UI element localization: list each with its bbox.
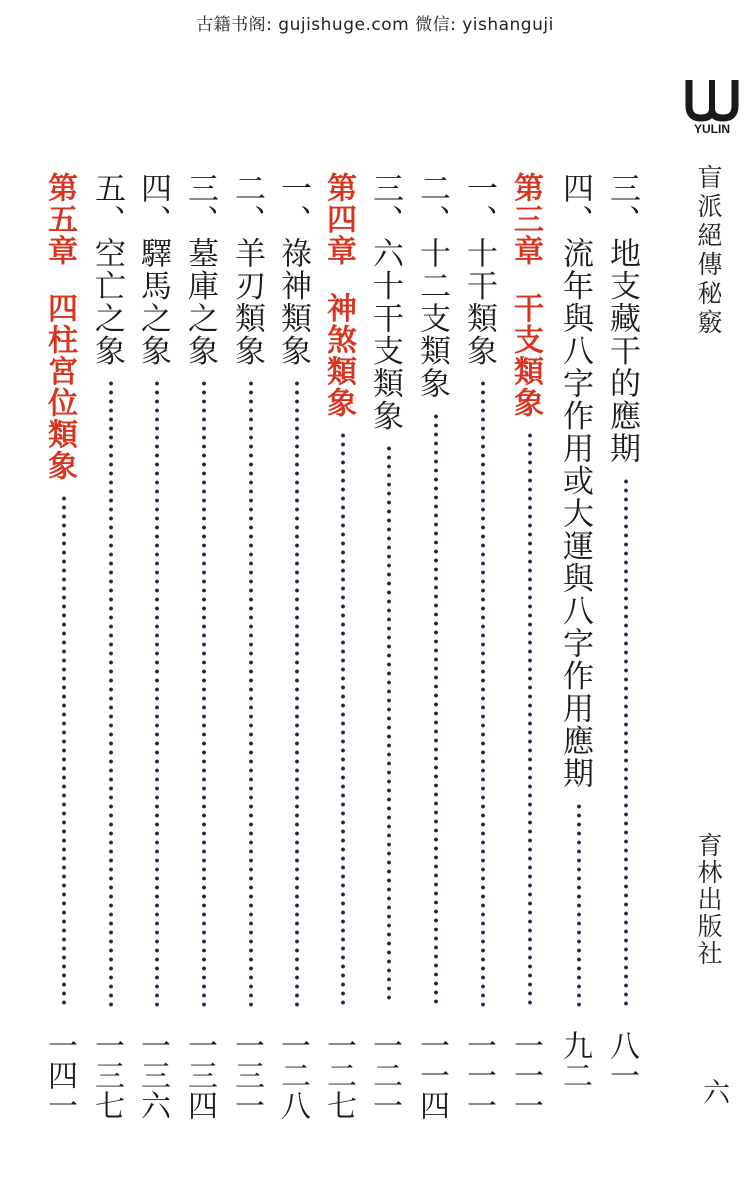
page-number: 六 bbox=[698, 1078, 729, 1105]
leader-dots bbox=[108, 379, 114, 1009]
yulin-logo bbox=[683, 74, 741, 136]
leader-dots bbox=[527, 431, 533, 1007]
publisher-name: 育林出版社 bbox=[694, 832, 723, 967]
watermark: 古籍书阁: gujishuge.com 微信: yishanguji bbox=[196, 15, 554, 35]
toc-entry[interactable] bbox=[182, 172, 228, 1120]
toc-entry-page: 一二七 bbox=[321, 1030, 356, 1120]
leader-dots bbox=[623, 477, 629, 1008]
chapter-name: 神煞類象 bbox=[321, 292, 356, 419]
toc-entry-page: 九二 bbox=[557, 1030, 592, 1090]
leader-dots bbox=[433, 412, 439, 1006]
leader-dots bbox=[154, 379, 160, 1009]
chapter-number: 第四章 bbox=[321, 172, 356, 267]
chapter-title bbox=[321, 172, 356, 419]
leader-dots bbox=[576, 802, 582, 1009]
toc-entry[interactable] bbox=[606, 172, 650, 1092]
leader-dots bbox=[294, 379, 300, 1009]
toc-entry-title: 二、羊刃類象 bbox=[229, 172, 265, 367]
toc-entry-page: 一三七 bbox=[89, 1030, 124, 1120]
toc-entry[interactable] bbox=[559, 172, 603, 1092]
chapter-name: 干支類象 bbox=[508, 292, 543, 419]
chapter-name: 四柱宮位類象 bbox=[42, 292, 77, 482]
toc-entry-page: 一三四 bbox=[182, 1030, 217, 1120]
toc-entry-title: 四、流年與八字作用或大運與八字作用應期 bbox=[557, 172, 593, 790]
leader-dots bbox=[340, 431, 346, 1007]
toc-entry-title: 三、墓庫之象 bbox=[182, 172, 218, 367]
leader-dots bbox=[201, 379, 207, 1009]
toc-entry-title: 四、驛馬之象 bbox=[135, 172, 171, 367]
toc-chapter[interactable] bbox=[321, 172, 367, 1120]
chapter-number: 第五章 bbox=[42, 172, 77, 267]
toc-entry-page: 一一一 bbox=[461, 1030, 496, 1120]
toc-entry-title: 一、祿神類象 bbox=[275, 172, 311, 367]
toc-chapter[interactable] bbox=[42, 172, 88, 1120]
toc-entry-page: 一四一 bbox=[42, 1030, 77, 1120]
toc-entry[interactable] bbox=[275, 172, 321, 1120]
toc-entry-title: 五、空亡之象 bbox=[89, 172, 125, 367]
toc-entry[interactable] bbox=[367, 172, 413, 1120]
toc-entry-page: 一三六 bbox=[135, 1030, 170, 1120]
toc-entry-page: 一二一 bbox=[367, 1030, 402, 1120]
toc-entry-page: 一一一 bbox=[508, 1030, 543, 1120]
book-title: 盲派絕傳秘竅 bbox=[694, 164, 723, 338]
toc-entry[interactable] bbox=[414, 172, 460, 1120]
toc-entry-title: 二、十二支類象 bbox=[414, 172, 450, 400]
toc-entry-title: 三、六十干支類象 bbox=[367, 172, 403, 432]
leader-dots bbox=[480, 379, 486, 1009]
toc-entry[interactable] bbox=[461, 172, 507, 1120]
toc-entry[interactable] bbox=[135, 172, 181, 1120]
toc-entry[interactable] bbox=[229, 172, 275, 1120]
logo-text: YULIN bbox=[694, 122, 730, 136]
leader-dots bbox=[61, 494, 67, 1007]
toc-entry-title: 三、地支藏干的應期 bbox=[604, 172, 640, 465]
chapter-title bbox=[42, 172, 77, 482]
toc-entry-title: 一、十干類象 bbox=[461, 172, 497, 367]
toc-entry-page: 一三一 bbox=[229, 1030, 264, 1120]
leader-dots bbox=[248, 379, 254, 1009]
toc-entry-page: 一一四 bbox=[414, 1030, 449, 1120]
chapter-number: 第三章 bbox=[508, 172, 543, 267]
toc-entry-page: 一二八 bbox=[275, 1030, 310, 1120]
leader-dots bbox=[386, 444, 392, 1002]
chapter-title bbox=[508, 172, 543, 419]
toc-entry-page: 八一 bbox=[604, 1030, 639, 1090]
toc-entry[interactable] bbox=[89, 172, 135, 1120]
toc-chapter[interactable] bbox=[508, 172, 554, 1120]
